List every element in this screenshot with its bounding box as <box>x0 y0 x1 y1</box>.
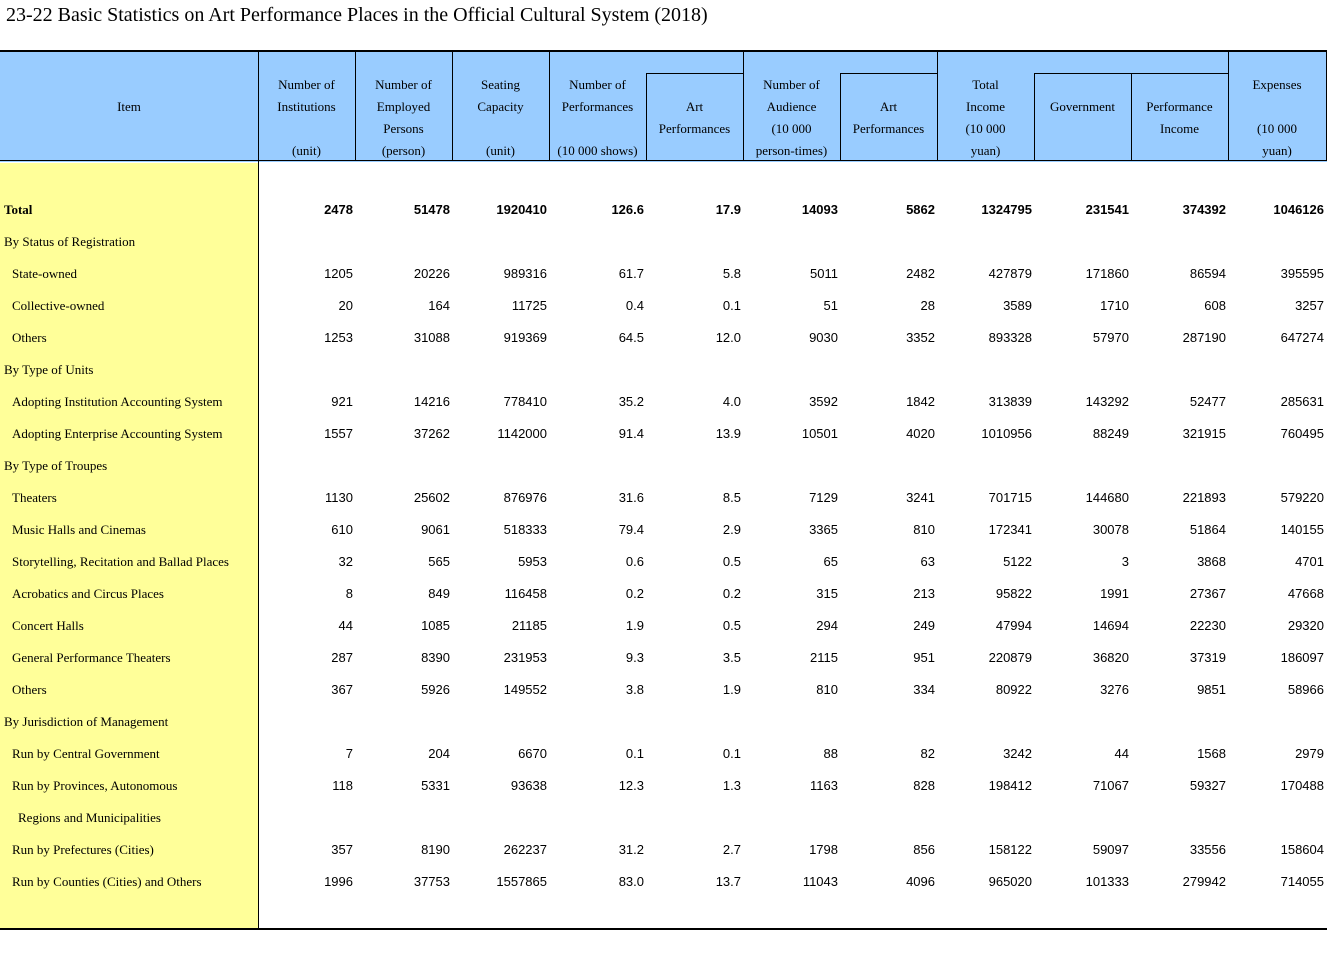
table-cell: 3592 <box>809 394 838 409</box>
table-cell: 126.6 <box>611 202 644 217</box>
table-row <box>0 738 1327 770</box>
table-cell: 220879 <box>988 650 1032 665</box>
table-cell: 37262 <box>413 426 450 441</box>
table-cell: 30078 <box>1092 522 1129 537</box>
table-cell: 27367 <box>1189 586 1226 601</box>
table-cell: 231953 <box>503 650 547 665</box>
table-row <box>0 290 1327 322</box>
table-cell: 518333 <box>503 522 547 537</box>
table-cell: 893328 <box>988 330 1032 345</box>
table-cell: 294 <box>816 618 838 633</box>
table-cell: 0.1 <box>722 298 741 313</box>
table-cell: 14093 <box>801 202 838 217</box>
row-label: Total <box>4 202 33 217</box>
table-cell: 14694 <box>1092 618 1129 633</box>
table-cell: 158604 <box>1280 842 1324 857</box>
table-cell: 7129 <box>809 490 838 505</box>
table-cell: 0.1 <box>722 746 741 761</box>
table-cell: 1991 <box>1100 586 1129 601</box>
table-row <box>0 642 1327 674</box>
table-cell: 701715 <box>988 490 1032 505</box>
table-row <box>0 866 1327 898</box>
table-cell: 10501 <box>801 426 838 441</box>
table-cell: 80922 <box>995 682 1032 697</box>
column-header-text: Persons <box>383 121 424 136</box>
table-cell: 5331 <box>421 778 450 793</box>
row-label: By Status of Registration <box>4 234 136 249</box>
table-cell: 9.3 <box>625 650 644 665</box>
table-cell: 5122 <box>1003 554 1032 569</box>
table-cell: 57970 <box>1092 330 1129 345</box>
table-cell: 1568 <box>1197 746 1226 761</box>
table-cell: 116458 <box>504 586 547 601</box>
table-cell: 63 <box>920 554 935 569</box>
table-bottom-rule <box>0 928 1327 930</box>
header-bottom-rule <box>0 160 1327 161</box>
table-cell: 52477 <box>1189 394 1226 409</box>
table-cell: 198412 <box>988 778 1032 793</box>
column-header-text: Performances <box>658 121 731 136</box>
table-cell: 2979 <box>1295 746 1324 761</box>
row-label: By Jurisdiction of Management <box>4 714 169 729</box>
table-cell: 3365 <box>809 522 838 537</box>
table-cell: 3 <box>1121 554 1129 569</box>
table-cell: 9851 <box>1197 682 1226 697</box>
table-cell: 1.9 <box>625 618 644 633</box>
table-cell: 989316 <box>503 266 547 281</box>
column-header-text: Performances <box>852 121 925 136</box>
table-cell: 28 <box>920 298 935 313</box>
table-cell: 3276 <box>1100 682 1129 697</box>
row-label: Acrobatics and Circus Places <box>12 586 164 601</box>
table-cell: 91.4 <box>618 426 644 441</box>
table-cell: 143292 <box>1085 394 1129 409</box>
table-cell: 313839 <box>988 394 1032 409</box>
table-cell: 285631 <box>1280 394 1324 409</box>
table-cell: 37319 <box>1189 650 1226 665</box>
table-cell: 427879 <box>988 266 1032 281</box>
table-cell: 565 <box>428 554 450 569</box>
table-cell: 158122 <box>988 842 1032 857</box>
table-cell: 0.6 <box>625 554 644 569</box>
table-cell: 231541 <box>1085 202 1129 217</box>
table-row <box>0 802 1327 834</box>
column-header-text: Expenses <box>1252 77 1302 92</box>
table-cell: 3.8 <box>625 682 644 697</box>
table-cell: 1996 <box>324 874 353 889</box>
column-header-text: person-times) <box>755 143 828 158</box>
table-cell: 367 <box>331 682 353 697</box>
column-header-text: Number of <box>278 77 335 92</box>
table-cell: 44 <box>1114 746 1129 761</box>
column-header-text: (10 000 <box>1256 121 1298 136</box>
column-header-text: (10 000 <box>965 121 1006 136</box>
table-cell: 2115 <box>810 650 838 665</box>
table-cell: 1253 <box>324 330 353 345</box>
row-label: Collective-owned <box>12 298 105 313</box>
column-header-text: Number of <box>375 77 432 92</box>
table-cell: 1205 <box>324 266 353 281</box>
header-item: Item <box>117 99 141 114</box>
row-label: Run by Central Government <box>12 746 160 761</box>
table-cell: 59327 <box>1189 778 1226 793</box>
row-label: Storytelling, Recitation and Ballad Places <box>12 554 229 569</box>
table-cell: 1324795 <box>981 202 1032 217</box>
table-cell: 83.0 <box>618 874 644 889</box>
row-label: Run by Counties (Cities) and Others <box>12 874 202 889</box>
table-cell: 32 <box>338 554 353 569</box>
column-header-text: (unit) <box>486 143 515 158</box>
table-cell: 0.1 <box>625 746 644 761</box>
table-row <box>0 386 1327 418</box>
table-cell: 279942 <box>1182 874 1226 889</box>
table-cell: 82 <box>920 746 935 761</box>
table-cell: 170488 <box>1280 778 1324 793</box>
statistics-table <box>0 50 1327 930</box>
table-cell: 3242 <box>1003 746 1032 761</box>
table-cell: 101333 <box>1085 874 1129 889</box>
table-cell: 357 <box>331 842 353 857</box>
row-label: Others <box>12 682 47 697</box>
table-cell: 8 <box>345 586 353 601</box>
table-cell: 876976 <box>503 490 547 505</box>
table-cell: 86594 <box>1189 266 1226 281</box>
column-header-text: Number of <box>763 77 820 92</box>
row-label: By Type of Troupes <box>4 458 108 473</box>
table-cell: 20226 <box>413 266 450 281</box>
table-cell: 287 <box>331 650 353 665</box>
table-cell: 1.9 <box>722 682 741 697</box>
table-cell: 287190 <box>1182 330 1226 345</box>
table-cell: 3241 <box>906 490 935 505</box>
header-group-rule <box>840 73 937 74</box>
table-cell: 51 <box>823 298 838 313</box>
table-cell: 249 <box>913 618 935 633</box>
table-cell: 856 <box>913 842 935 857</box>
table-cell: 3352 <box>906 330 935 345</box>
row-label: Adopting Enterprise Accounting System <box>12 426 223 441</box>
table-cell: 144680 <box>1085 490 1129 505</box>
column-header-text: Seating <box>481 77 520 92</box>
column-header-text: Capacity <box>477 99 524 114</box>
table-cell: 71067 <box>1092 778 1129 793</box>
table-row <box>0 226 1327 258</box>
column-header-text: yuan) <box>1262 143 1292 158</box>
table-cell: 965020 <box>988 874 1032 889</box>
table-cell: 321915 <box>1182 426 1226 441</box>
row-label: Concert Halls <box>12 618 84 633</box>
table-cell: 118 <box>332 778 353 793</box>
table-cell: 12.3 <box>618 778 644 793</box>
table-cell: 1.3 <box>722 778 741 793</box>
table-cell: 849 <box>428 586 450 601</box>
table-cell: 93638 <box>510 778 547 793</box>
row-label: Theaters <box>12 490 57 505</box>
table-cell: 140155 <box>1280 522 1324 537</box>
table-cell: 11043 <box>802 874 838 889</box>
table-cell: 31088 <box>413 330 450 345</box>
table-cell: 0.4 <box>625 298 644 313</box>
table-cell: 17.9 <box>715 202 741 217</box>
header-group-rule <box>646 73 743 74</box>
column-header-text: Income <box>966 99 1005 114</box>
table-cell: 921 <box>331 394 353 409</box>
column-header-text: Total <box>972 77 999 92</box>
table-row <box>0 354 1327 386</box>
column-header-text: (10 000 <box>771 121 812 136</box>
table-cell: 31.6 <box>618 490 644 505</box>
table-row <box>0 194 1327 226</box>
row-label: Regions and Municipalities <box>18 810 161 825</box>
table-cell: 21185 <box>511 618 547 633</box>
table-cell: 221893 <box>1182 490 1226 505</box>
table-cell: 334 <box>913 682 935 697</box>
table-cell: 37753 <box>413 874 450 889</box>
table-cell: 2.9 <box>722 522 741 537</box>
table-cell: 88 <box>823 746 838 761</box>
table-cell: 213 <box>913 586 935 601</box>
table-cell: 4.0 <box>722 394 741 409</box>
table-cell: 61.7 <box>618 266 644 281</box>
row-label: Run by Prefectures (Cities) <box>12 842 154 857</box>
table-cell: 4096 <box>906 874 935 889</box>
table-cell: 0.5 <box>722 554 741 569</box>
header-group-rule <box>1034 73 1228 74</box>
table-cell: 47668 <box>1287 586 1324 601</box>
row-label: Run by Provinces, Autonomous <box>12 778 178 793</box>
table-cell: 164 <box>428 298 450 313</box>
table-cell: 1557865 <box>496 874 547 889</box>
table-row <box>0 578 1327 610</box>
table-cell: 5.8 <box>722 266 741 281</box>
table-cell: 65 <box>823 554 838 569</box>
table-cell: 3868 <box>1197 554 1226 569</box>
table-cell: 79.4 <box>618 522 644 537</box>
table-cell: 58966 <box>1287 682 1324 697</box>
column-header-text: yuan) <box>970 143 1001 158</box>
table-cell: 171860 <box>1085 266 1129 281</box>
column-header-text: Institutions <box>277 99 336 114</box>
row-label: Adopting Institution Accounting System <box>12 394 223 409</box>
row-label: State-owned <box>12 266 77 281</box>
table-cell: 149552 <box>503 682 547 697</box>
table-cell: 20 <box>338 298 353 313</box>
table-cell: 610 <box>331 522 353 537</box>
column-header-text: Government <box>1050 99 1115 114</box>
table-row <box>0 258 1327 290</box>
table-cell: 4701 <box>1295 554 1324 569</box>
table-cell: 1842 <box>906 394 935 409</box>
column-header-text: (person) <box>381 143 426 158</box>
table-cell: 3257 <box>1295 298 1324 313</box>
table-cell: 2478 <box>324 202 353 217</box>
table-cell: 9061 <box>421 522 450 537</box>
table-cell: 5926 <box>421 682 450 697</box>
table-cell: 47994 <box>995 618 1032 633</box>
table-cell: 1010956 <box>981 426 1032 441</box>
table-cell: 33556 <box>1189 842 1226 857</box>
table-cell: 395595 <box>1280 266 1324 281</box>
table-cell: 14216 <box>413 394 450 409</box>
table-cell: 59097 <box>1092 842 1129 857</box>
table-cell: 714055 <box>1280 874 1324 889</box>
table-cell: 5953 <box>518 554 547 569</box>
table-cell: 6670 <box>518 746 547 761</box>
column-header-text: Number of <box>569 77 626 92</box>
row-label: By Type of Units <box>4 362 94 377</box>
column-header-text: Audience <box>766 99 817 114</box>
table-cell: 51864 <box>1189 522 1226 537</box>
table-cell: 608 <box>1204 298 1226 313</box>
table-cell: 51478 <box>413 202 450 217</box>
table-cell: 1142000 <box>497 426 547 441</box>
table-cell: 204 <box>428 746 450 761</box>
table-cell: 186097 <box>1280 650 1324 665</box>
table-cell: 1710 <box>1100 298 1129 313</box>
table-cell: 1046126 <box>1273 202 1324 217</box>
table-cell: 8190 <box>421 842 450 857</box>
table-cell: 5862 <box>906 202 935 217</box>
row-label: General Performance Theaters <box>12 650 171 665</box>
table-row <box>0 514 1327 546</box>
table-cell: 95822 <box>995 586 1032 601</box>
table-row <box>0 610 1327 642</box>
table-cell: 88249 <box>1092 426 1129 441</box>
table-cell: 31.2 <box>618 842 644 857</box>
page-title: 23-22 Basic Statistics on Art Performance Places in the Official Cultural System (2018) <box>6 4 708 26</box>
table-row <box>0 482 1327 514</box>
table-cell: 0.2 <box>625 586 644 601</box>
table-cell: 1163 <box>810 778 838 793</box>
column-header-text: Employed <box>376 99 431 114</box>
table-cell: 44 <box>338 618 353 633</box>
table-cell: 8.5 <box>722 490 741 505</box>
table-cell: 11725 <box>511 298 547 313</box>
table-cell: 579220 <box>1280 490 1324 505</box>
column-header-text: Art <box>685 99 704 114</box>
column-header-text: (10 000 shows) <box>557 143 638 158</box>
table-cell: 35.2 <box>618 394 644 409</box>
table-cell: 760495 <box>1280 426 1324 441</box>
table-row <box>0 546 1327 578</box>
table-row <box>0 674 1327 706</box>
table-cell: 919369 <box>503 330 547 345</box>
table-cell: 1798 <box>809 842 838 857</box>
table-cell: 25602 <box>413 490 450 505</box>
table-cell: 29320 <box>1287 618 1324 633</box>
column-header-text: (unit) <box>292 143 321 158</box>
table-cell: 647274 <box>1280 330 1324 345</box>
table-cell: 810 <box>913 522 935 537</box>
column-header-text: Art <box>879 99 898 114</box>
table-cell: 0.5 <box>722 618 741 633</box>
table-row <box>0 834 1327 866</box>
table-cell: 3589 <box>1003 298 1032 313</box>
table-cell: 1920410 <box>496 202 547 217</box>
table-cell: 810 <box>816 682 838 697</box>
table-cell: 2.7 <box>722 842 741 857</box>
table-row <box>0 418 1327 450</box>
table-cell: 7 <box>345 746 353 761</box>
column-header-text: Income <box>1160 121 1199 136</box>
table-cell: 1085 <box>421 618 450 633</box>
row-label: Music Halls and Cinemas <box>12 522 146 537</box>
table-cell: 0.2 <box>722 586 741 601</box>
table-cell: 13.9 <box>715 426 741 441</box>
table-cell: 778410 <box>503 394 547 409</box>
table-cell: 9030 <box>809 330 838 345</box>
table-cell: 36820 <box>1092 650 1129 665</box>
table-row <box>0 770 1327 802</box>
table-cell: 8390 <box>421 650 450 665</box>
table-cell: 4020 <box>906 426 935 441</box>
table-cell: 12.0 <box>715 330 741 345</box>
row-label: Others <box>12 330 47 345</box>
table-cell: 1557 <box>324 426 353 441</box>
table-cell: 374392 <box>1182 202 1226 217</box>
column-header-text: Performances <box>561 99 634 114</box>
table-row <box>0 322 1327 354</box>
column-header-text: Performance <box>1146 99 1213 114</box>
table-cell: 262237 <box>503 842 547 857</box>
table-cell: 2482 <box>906 266 935 281</box>
table-cell: 315 <box>816 586 838 601</box>
table-cell: 172341 <box>988 522 1032 537</box>
table-cell: 64.5 <box>618 330 644 345</box>
table-cell: 13.7 <box>715 874 741 889</box>
table-cell: 3.5 <box>722 650 741 665</box>
table-row <box>0 450 1327 482</box>
table-row <box>0 706 1327 738</box>
table-cell: 1130 <box>325 490 353 505</box>
table-cell: 22230 <box>1189 618 1226 633</box>
table-cell: 951 <box>913 650 935 665</box>
table-cell: 828 <box>913 778 935 793</box>
table-cell: 5011 <box>810 266 838 281</box>
